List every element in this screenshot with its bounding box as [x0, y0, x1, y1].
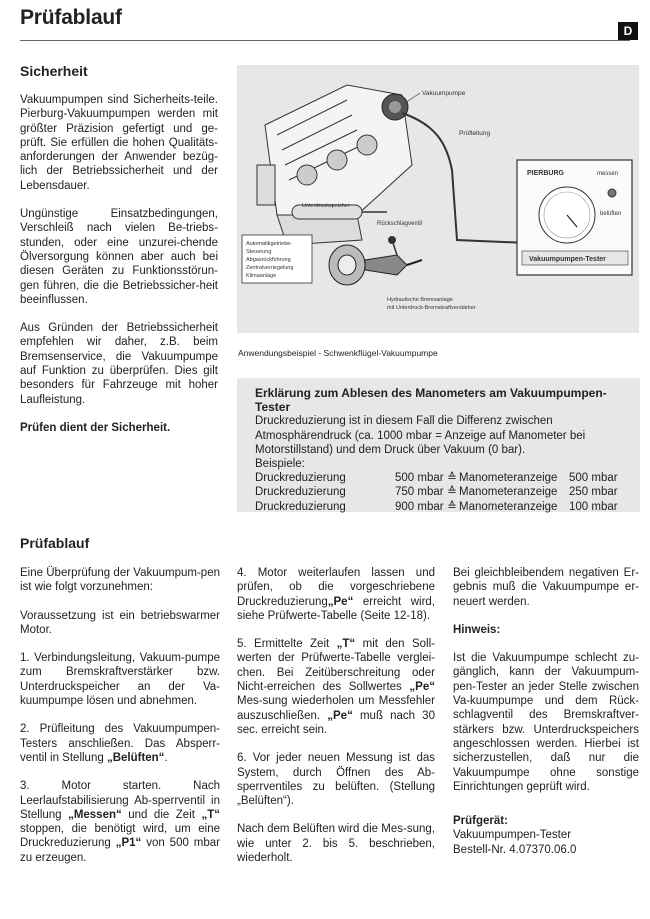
page-title: Prüfablauf	[20, 6, 122, 29]
tester-brand: PIERBURG	[527, 170, 564, 177]
safety-slogan: Prüfen dient der Sicherheit.	[20, 421, 171, 434]
consumer-item: Automatikgetriebe-	[246, 241, 293, 247]
procedure-step-2: 2. Prüfleitung des Vakuumpumpen-Testers anschließen. Das Absperr-ventil in Stellung „Belüften“.	[20, 723, 220, 764]
measure-position: „Messen“	[68, 808, 122, 821]
section-badge: D	[618, 22, 638, 40]
procedure-intro: Eine Überprüfung der Vakuumpum-pen ist wie folgt vorzunehmen:	[20, 567, 220, 594]
example-row	[255, 471, 618, 485]
consumer-item: Zentralverriegelung	[246, 265, 294, 271]
consumer-item: Klimaanlage	[246, 273, 277, 279]
consumer-item: Abgasrückführung	[246, 257, 291, 263]
vacuum-pump-tester	[517, 160, 632, 275]
label-check-valve: Rückschlagventil	[377, 221, 423, 227]
note-heading: Hinweis:	[453, 623, 501, 636]
vacuum-pump	[382, 94, 408, 120]
procedure-column-1	[20, 566, 220, 879]
explanation-line: Atmosphärendruck (ca. 1000 mbar = Anzeige auf Manometer bei	[255, 429, 586, 442]
row-label: Druckreduzierung	[255, 472, 346, 485]
safety-heading: Sicherheit	[20, 63, 88, 79]
application-diagram	[237, 65, 639, 333]
label-brake-2: mit Unterdruck-Bremskraftverstärker	[387, 305, 476, 311]
step-5-text: 5. Ermittelte Zeit	[237, 638, 330, 651]
tester-vent-label: belüften	[600, 211, 622, 217]
procedure-step-6: 6. Vor jeder neuen Messung ist das System, durch Öffnen des Ab-sperrventiles zu belüften. (Stellung „Belüften“).	[237, 752, 435, 808]
row-gauge: Manometeranzeige	[459, 486, 558, 499]
row-reading: 250 mbar	[569, 486, 618, 499]
pressure-pe: „Pe“	[327, 595, 354, 608]
brake-booster	[329, 245, 422, 285]
consumer-item: Steuerung	[246, 249, 272, 255]
step-5-body-2: Mes-sung wiederholen um Messfehler auszuschließen.	[237, 695, 435, 722]
step-3-tail-3: von 500 mbar zu erzeugen.	[20, 837, 220, 864]
procedure-step-4	[237, 566, 435, 623]
row-symbol: ≙	[447, 472, 457, 485]
tester-name: Vakuumpumpen-Tester	[529, 256, 606, 263]
label-reservoir: Unterdruckspeicher	[302, 203, 350, 209]
row-gauge: Manometeranzeige	[459, 500, 558, 513]
explanation-line: Druckreduzierung ist in diesem Fall die Differenz zwischen	[255, 415, 553, 428]
procedure-step-1: 1. Verbindungsleitung, Vakuum-pumpe zum Bremskraftverstärker bzw. Unterdruckspeicher an der Va-kuumpumpe lösen und abnehmen.	[20, 652, 220, 708]
engine-diagram-illustration	[237, 65, 639, 333]
row-gauge: Manometeranzeige	[459, 472, 558, 485]
row-value: 750 mbar	[395, 486, 444, 499]
procedure-column-3	[453, 566, 639, 857]
explanation-heading: Erklärung zum Ablesen des Manometers am Vakuumpumpen-Tester	[255, 386, 607, 415]
row-reading: 500 mbar	[569, 472, 618, 485]
row-symbol: ≙	[447, 486, 457, 499]
row-reading: 100 mbar	[569, 500, 618, 513]
safety-paragraph-3: Aus Gründen der Betriebssicherheit empfehlen wir daher, z.B. beim Bremsenservice, die Vakuumpumpe auf Funktion zu überprüfen. Dies gilt besonders für Fahrzeuge mit hoher Laufleistung.	[20, 322, 218, 406]
procedure-step-5	[237, 637, 435, 737]
safety-paragraph-2: Ungünstige Einsatzbedingungen, Verschleiß nach vielen Be-triebs-stunden, oder eine unzurei-chende Ölversorgung können aber auch bei diesen Geräten zu Funktionsstörun-gen führen, die die Betriebssicher-heit beeinflussen.	[20, 208, 218, 306]
pressure-pe: „Pe“	[327, 709, 353, 722]
procedure-heading: Prüfablauf	[20, 535, 90, 551]
example-row	[255, 485, 618, 499]
title-divider	[20, 40, 630, 41]
safety-text	[20, 93, 218, 449]
diagram-caption: Anwendungsbeispiel - Schwenkflügel-Vakuumpumpe	[238, 348, 438, 358]
row-value: 900 mbar	[395, 500, 444, 513]
time-t: „T“	[201, 808, 220, 821]
label-brake-1: Hydraulische Bremsanlage	[387, 297, 453, 303]
step-4-tail: erreicht wird, siehe Prüfwerte-Tabelle (Seite 12-18).	[237, 595, 435, 622]
step-2-text: 2. Prüfleitung des Vakuumpumpen-Testers anschließen. Das Absperr-ventil in Stellung	[20, 723, 220, 764]
procedure-repeat: Nach dem Belüften wird die Mes-sung, wie unter 2. bis 5. beschrieben, wiederholt.	[237, 823, 435, 865]
label-vacuum-pump: Vakuumpumpe	[422, 90, 466, 97]
step-3-tail-1: und die Zeit	[128, 808, 195, 821]
row-label: Druckreduzierung	[255, 500, 346, 513]
explanation-line: Beispiele:	[255, 458, 305, 471]
tester-measure-label: messen	[597, 171, 619, 177]
row-label: Druckreduzierung	[255, 486, 346, 499]
example-row	[255, 500, 618, 514]
device-heading: Prüfgerät:	[453, 815, 508, 828]
note-text: Ist die Vakuumpumpe schlecht zu-gänglich, kann der Vakuumpum-pen-Tester an jeder Stelle zwischen Va-kuumpumpe und dem Rück-schlagventil des Bremskraftver-stärkers bzw. Unterdruckspeichers angeschlossen werden. Hierbei ist sicherzustellen, daß nur die Vakuumpumpe ohne sonstige Einrichtungen geprüft wird.	[453, 652, 639, 793]
step-3-text: 3. Motor starten. Nach Leerlaufstabilisierung Ab-sperrventil in Stellung	[20, 780, 220, 821]
time-t: „T“	[336, 638, 356, 651]
procedure-prerequisite: Voraussetzung ist ein betriebswarmer Motor.	[20, 609, 220, 636]
negative-result-text: Bei gleichbleibendem negativen Er-gebnis muß die Vakuumpumpe er-neuert werden.	[453, 567, 639, 608]
procedure-column-2	[237, 566, 435, 879]
step-5-tail: muß nach 30 sec. erreicht sein.	[237, 709, 435, 736]
procedure-step-3	[20, 779, 220, 865]
step-5-body: mit den Soll-werten der Prüfwerte-Tabelle verglei-chen. Bei Zeitüberschreitung oder Nicht-erreichen des Sollwertes	[237, 638, 435, 694]
step-3-tail-2: stoppen, die benötigt wird, um eine Druckreduzierung	[20, 823, 220, 850]
safety-paragraph-1: Vakuumpumpen sind Sicherheits-teile. Pierburg-Vakuumpumpen werden mit größter Präzision gefertigt und ge-prüft. Sie erfüllen die hohen Qualitäts-anforderungen der Anwender bezüg-lich der Betriebssicherheit und der Lebensdauer.	[20, 94, 218, 192]
explanation-line: Motorstillstand) und dem Druck über Vakuum (0 bar).	[255, 443, 526, 456]
row-value: 500 mbar	[395, 472, 444, 485]
label-test-line: Prüfleitung	[459, 130, 491, 137]
device-name: Vakuumpumpen-Tester	[453, 829, 572, 842]
shutoff-valve-knob	[608, 189, 616, 197]
row-symbol: ≙	[447, 500, 457, 513]
order-number: Bestell-Nr. 4.07370.06.0	[453, 843, 577, 856]
pressure-pe: „Pe“	[409, 681, 435, 694]
example-table	[255, 471, 618, 514]
manometer-explanation-box	[237, 378, 640, 512]
pressure-p1: „P1“	[115, 837, 142, 850]
vent-position: „Belüften“	[106, 751, 165, 764]
step-4-text: 4. Motor weiterlaufen lassen und prüfen, ob die vorgeschriebene Druckreduzierung	[237, 567, 435, 608]
